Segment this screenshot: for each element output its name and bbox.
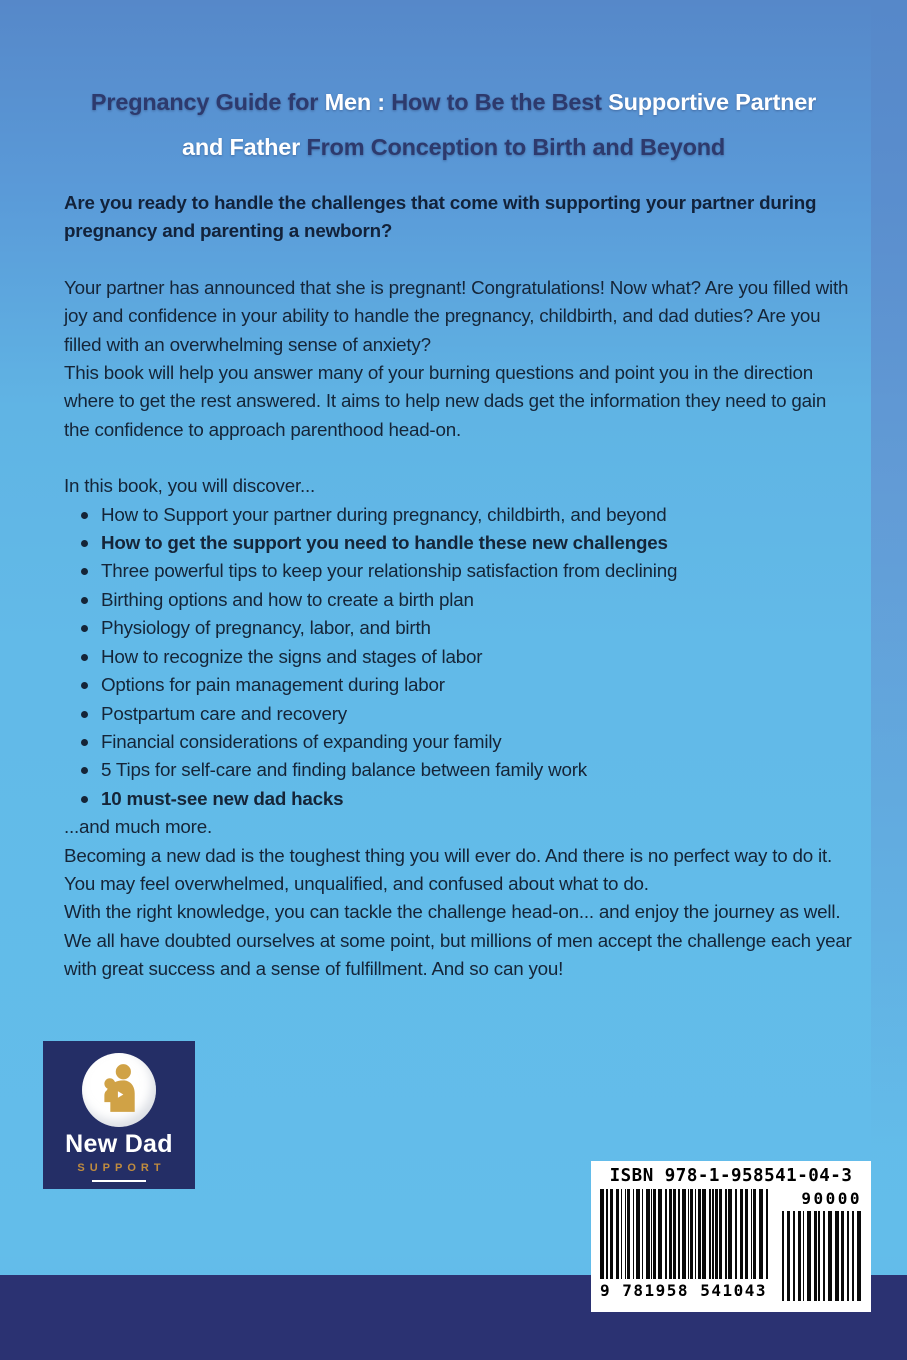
discover-bullet: 10 must-see new dad hacks <box>64 785 856 813</box>
logo-tagline: SUPPORT <box>77 1162 166 1174</box>
closing-paragraph: We all have doubted ourselves at some point, but millions of men accept the challenge each year with great success and a sense of fulfillment. And so can you! <box>64 929 852 980</box>
addon-bars <box>782 1211 862 1301</box>
barcode-addon <box>782 1189 862 1301</box>
logo-underline <box>92 1180 146 1182</box>
and-much-more-line: ...and much more. <box>64 816 212 838</box>
title-segment: and Father <box>181 134 307 160</box>
discover-bullet: How to Support your partner during pregnancy, childbirth, and beyond <box>64 501 856 529</box>
barcode-digits: 9 781958 541043 <box>600 1281 767 1300</box>
discover-bullet: 5 Tips for self-care and finding balance between family work <box>64 756 856 784</box>
logo-circle <box>82 1053 156 1127</box>
discover-bullet: Postpartum care and recovery <box>64 700 856 728</box>
hook-question: Are you ready to handle the challenges that come with supporting your partner during pregnancy and parenting a newborn? <box>64 192 817 242</box>
addon-code: 90000 <box>801 1189 862 1208</box>
closing-paragraph: With the right knowledge, you can tackle the challenge head-on... and enjoy the journey as well. <box>64 901 841 923</box>
publisher-logo <box>43 1041 195 1189</box>
dad-and-baby-icon <box>97 1062 141 1119</box>
intro-paragraph: This book will help you answer many of your burning questions and point you in the direction where to get the rest answered. It aims to help new dads get the information they need to gain the confidence to approach parenthood head-on. <box>64 362 827 440</box>
back-cover-text <box>64 189 856 984</box>
discover-bullet: Financial considerations of expanding your family <box>64 728 856 756</box>
isbn-label: ISBN 978-1-958541-04-3 <box>609 1166 853 1186</box>
title-segment: From Conception to Birth and Beyond <box>306 134 726 160</box>
discover-bullet: How to recognize the signs and stages of labor <box>64 643 856 671</box>
intro-paragraph: Your partner has announced that she is pregnant! Congratulations! Now what? Are you filled with joy and confidence in your ability to handle the pregnancy, childbirth, and dad duties? Are you filled with an overwhelming sense of anxiety? <box>64 276 849 355</box>
title-segment: How to Be the Best <box>391 89 609 115</box>
isbn-barcode <box>591 1161 871 1312</box>
discover-bullet: Three powerful tips to keep your relationship satisfaction from declining <box>64 557 856 585</box>
intro-paragraphs <box>64 274 856 444</box>
discover-bullet: Birthing options and how to create a birth plan <box>64 586 856 614</box>
cover-right-shade <box>871 0 907 1160</box>
closing-paragraph: Becoming a new dad is the toughest thing you will ever do. And there is no perfect way to do it. You may feel overwhelmed, unqualified, and confused about what to do. <box>64 844 832 894</box>
discover-bullet: Physiology of pregnancy, labor, and birth <box>64 614 856 642</box>
discover-heading: In this book, you will discover... <box>64 475 316 497</box>
book-title <box>18 80 889 170</box>
barcode-row <box>600 1189 862 1301</box>
title-segment: Pregnancy Guide for <box>90 89 325 115</box>
barcode-main <box>600 1189 770 1301</box>
discover-bullet: Options for pain management during labor <box>64 671 856 699</box>
discover-list <box>64 501 856 813</box>
closing-paragraphs <box>64 842 856 984</box>
title-segment: Supportive Partner <box>608 89 817 115</box>
logo-name: New Dad <box>65 1130 173 1158</box>
title-segment: Men : <box>324 89 392 115</box>
discover-bullet: How to get the support you need to handle these new challenges <box>64 529 856 557</box>
barcode-bars <box>600 1189 770 1279</box>
